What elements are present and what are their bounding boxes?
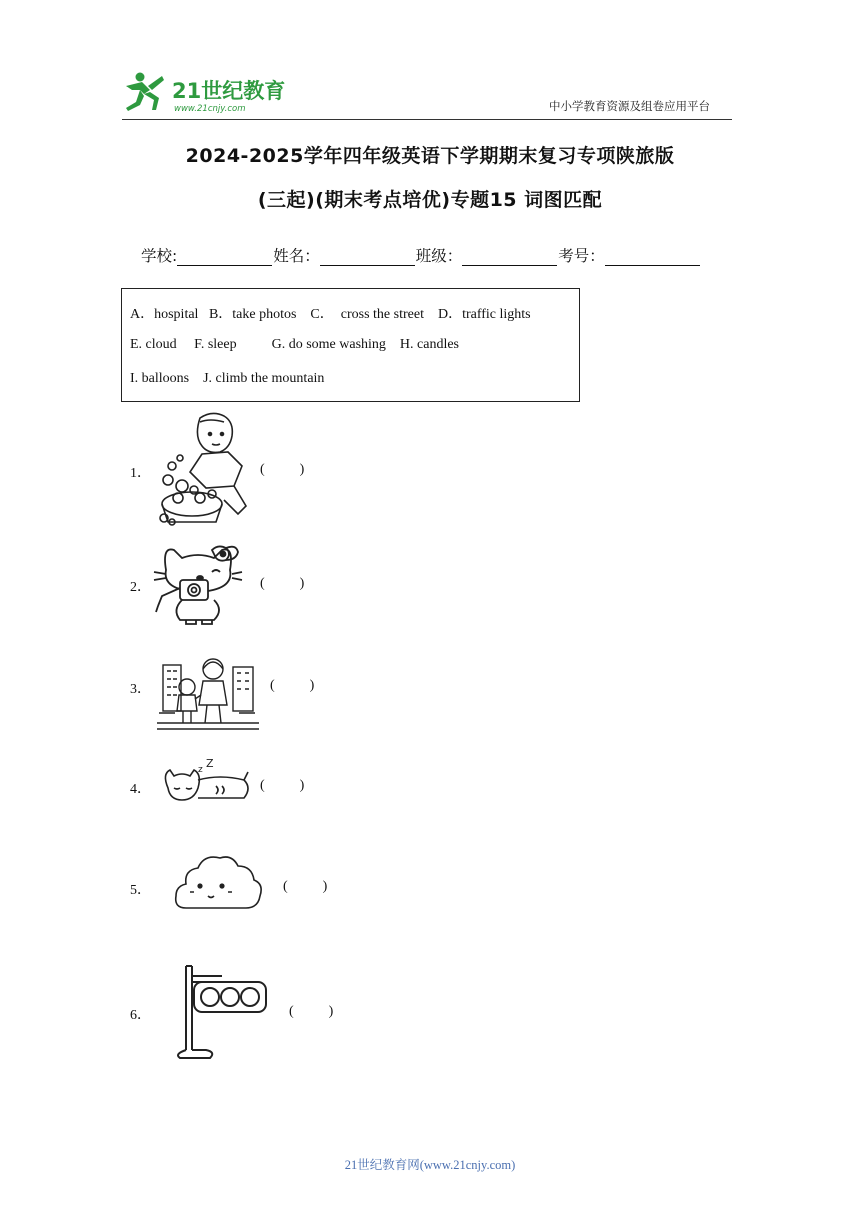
title-line-2: (三起)(期末考点培优)专题15 词图匹配 xyxy=(257,189,603,211)
svg-text:Z: Z xyxy=(206,758,214,770)
question-6-number: 6． xyxy=(130,1008,151,1023)
class-label: 班级： xyxy=(415,247,463,265)
site-logo xyxy=(122,68,292,114)
question-1-number: 1． xyxy=(130,466,151,481)
header-divider xyxy=(122,119,732,120)
question-2-answer-blank[interactable]: ( ) xyxy=(260,576,305,591)
question-1-answer-blank[interactable]: ( ) xyxy=(260,462,305,477)
name-label: 姓名： xyxy=(273,247,320,265)
question-4-number: 4． xyxy=(130,782,151,797)
question-4-answer-blank[interactable]: ( ) xyxy=(260,778,305,793)
school-label: 学校: xyxy=(141,247,178,265)
cloud-icon xyxy=(172,850,264,916)
traffic-light-icon xyxy=(170,962,270,1066)
word-bank-line-3: I. balloons J. climb the mountain xyxy=(130,371,325,386)
camera-cat-icon xyxy=(152,540,244,626)
runner-icon xyxy=(126,73,164,112)
svg-text:z: z xyxy=(198,765,203,775)
washing-icon xyxy=(150,410,260,528)
question-3-number: 3． xyxy=(130,682,151,697)
question-3-answer-blank[interactable]: ( ) xyxy=(270,678,315,693)
school-blank[interactable] xyxy=(177,249,272,266)
platform-text: 中小学教育资源及组卷应用平台 xyxy=(549,101,710,113)
question-2-number: 2． xyxy=(130,580,151,595)
crossing-street-icon xyxy=(155,655,259,731)
logo-url: www.21cnjy.com xyxy=(174,104,246,114)
sleeping-cat-icon xyxy=(160,758,252,804)
question-5-answer-blank[interactable]: ( ) xyxy=(283,879,328,894)
logo-text: 21世纪教育 xyxy=(172,79,286,103)
question-5-number: 5． xyxy=(130,883,151,898)
exam-number-blank[interactable] xyxy=(605,249,700,266)
name-blank[interactable] xyxy=(320,249,415,266)
exam-number-label: 考号： xyxy=(558,247,605,265)
title-line-1: 2024-2025学年四年级英语下学期期末复习专项陕旅版 xyxy=(185,145,675,167)
question-6-answer-blank[interactable]: ( ) xyxy=(289,1004,334,1019)
word-bank-box xyxy=(121,288,580,402)
class-blank[interactable] xyxy=(462,249,557,266)
word-bank-line-2: E. cloud F. sleep G. do some washing H. candles xyxy=(130,337,459,352)
word-bank-line-1: A．hospital B．take photos C． cross the street D．traffic lights xyxy=(130,307,531,322)
student-info-row xyxy=(141,244,701,266)
footer-text: 21世纪教育网(www.21cnjy.com) xyxy=(344,1158,516,1172)
